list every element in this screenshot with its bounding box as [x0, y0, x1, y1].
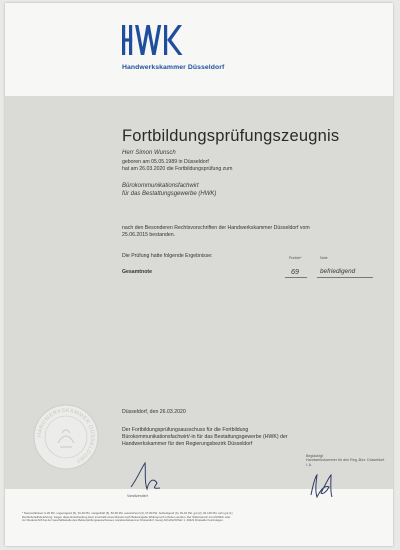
grade-column-header: Note: [320, 256, 328, 260]
seal-ring-text: HANDWERKSKAMMER DÜSSELDORF: [36, 407, 96, 464]
qualification-line-1: Bürokommunikationsfachwirt: [122, 183, 199, 189]
overall-label: Gesamtnote: [122, 269, 152, 275]
regulation-line-2: 25.06.2015 bestanden.: [122, 232, 176, 238]
results-intro: Die Prüfung hatte folgende Ergebnisse:: [122, 253, 213, 259]
birth-info: geboren am 05.05.1989 in Düsseldorf: [122, 159, 209, 165]
embossed-seal-icon: [32, 403, 100, 471]
certified-org: Handwerkskammer für den Reg.-Bez. Düsseldorf: [306, 458, 385, 462]
committee-line-3: Handwerkskammer für den Regierungsbezirk Düsseldorf: [122, 441, 253, 447]
qualification-line-2: für das Bestattungsgewerbe (HWK): [122, 191, 217, 197]
brand-name: Handwerkskammer Düsseldorf: [122, 64, 225, 71]
certified-ia: i. A.: [306, 463, 312, 467]
certificate-page: [5, 3, 393, 546]
committee-line-1: Der Fortbildungsprüfungsausschuss für die Fortbildung: [122, 427, 249, 433]
legal-notice-line-2: zur Niederschrift bei der Geschäftsstelle des Meisterprüfungsausschusses, Handwerkskammer Düsseldorf, Georg-Schulhoff-Platz 1, 40221 Düsseldorf einzulegen.: [22, 518, 224, 523]
person-name: Herr Simon Wunsch: [122, 150, 176, 156]
committee-line-2: Bürokommunikationsfachwirt/-in für das Bestattungsgewerbe (HWK) der: [122, 434, 288, 440]
overall-grade: befriedigend: [320, 268, 356, 275]
chair-label: Vorsitzende/r: [127, 494, 148, 498]
hwk-logo-icon: [122, 25, 184, 55]
points-column-header: Punkte*: [289, 256, 302, 260]
points-underline: [285, 277, 307, 278]
certificate-title: Fortbildungsprüfungszeugnis: [122, 127, 340, 145]
legal-notice-line-1: Rechtsbehelfsbelehrung: Gegen diese Entscheidung kann innerhalb eines Monats nach Bekanntgabe Widerspruch erhoben werden. Der Widerspruch ist schriftlich oder: [22, 514, 231, 519]
footer-notes: [22, 512, 388, 523]
overall-points: 69: [291, 267, 299, 276]
certified-label: Beglaubigt: [306, 454, 323, 458]
chair-signature-icon: [127, 459, 163, 493]
regulation-line-1: nach den Besonderen Rechtsvorschriften der Handwerkskammer Düsseldorf vom: [122, 225, 310, 231]
certifier-signature-icon: [307, 471, 337, 501]
place-date: Düsseldorf, den 26.03.2020: [122, 409, 186, 415]
grading-key: * Notenschlüssel: 0-29 Pkt. ungenügend (6), 30-49 Pkt. mangelhaft (5), 50-66 Pkt. ausreichend (4), 67-80 Pkt. befriedigend (3), 81-91 Pkt. gut (2), 92-100 Pkt. sehr gut (1): [22, 511, 233, 515]
exam-date: hat am 26.03.2020 die Fortbildungsprüfung zum: [122, 166, 233, 172]
grade-underline: [317, 277, 373, 278]
